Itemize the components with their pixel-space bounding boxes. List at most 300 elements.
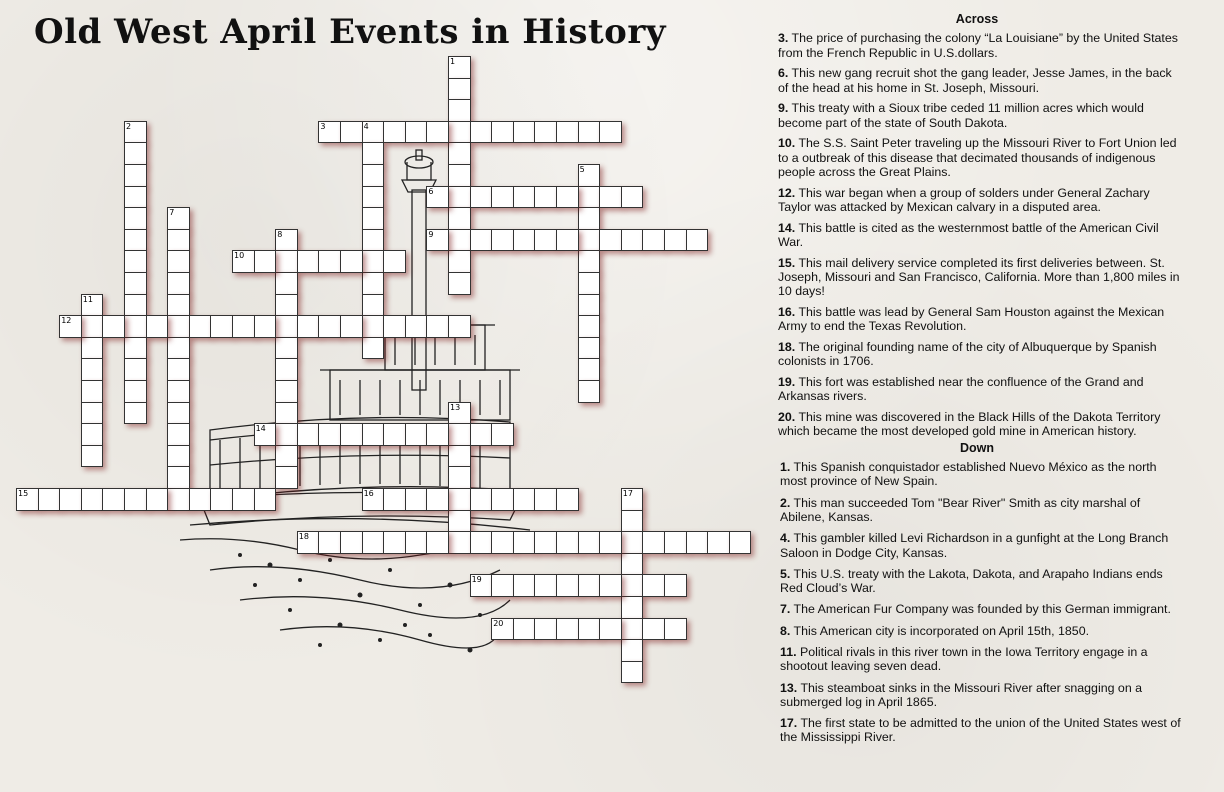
grid-cell[interactable] <box>729 531 752 554</box>
grid-cell[interactable] <box>124 186 147 209</box>
grid-cell[interactable] <box>167 272 190 295</box>
grid-cell[interactable] <box>621 229 644 252</box>
clue-item-number: 14. <box>778 220 796 235</box>
grid-cell[interactable] <box>534 121 557 144</box>
clue-item-number: 19. <box>778 374 796 389</box>
grid-cell[interactable] <box>189 315 212 338</box>
grid-cell[interactable] <box>362 250 385 273</box>
grid-cell[interactable] <box>340 250 363 273</box>
grid-cell[interactable] <box>232 250 255 273</box>
grid-cell[interactable] <box>448 99 471 122</box>
grid-cell[interactable] <box>318 531 341 554</box>
grid-cell[interactable] <box>167 402 190 425</box>
grid-cell[interactable] <box>362 142 385 165</box>
grid-cell[interactable] <box>81 315 104 338</box>
clue-item-number: 7. <box>780 602 791 617</box>
puzzle-title: Old West April Events in History <box>34 12 667 52</box>
clue-item-number: 17. <box>780 716 798 731</box>
grid-cell[interactable] <box>318 121 341 144</box>
clue-item-number: 15. <box>778 255 796 270</box>
grid-cell[interactable] <box>275 315 298 338</box>
clue-item-number: 3. <box>778 31 789 46</box>
grid-cell[interactable] <box>383 488 406 511</box>
clue-item-text: This war began when a group of solders under General Zachary Taylor was attacked by Mexican calvary in a disputed area. <box>778 185 1150 214</box>
grid-cell[interactable] <box>232 488 255 511</box>
grid-cell[interactable] <box>426 186 449 209</box>
grid-cell[interactable] <box>124 229 147 252</box>
grid-cell[interactable] <box>297 315 320 338</box>
grid-cell[interactable] <box>426 531 449 554</box>
grid-cell[interactable] <box>124 164 147 187</box>
clue-item <box>780 681 1182 710</box>
grid-cell[interactable] <box>448 531 471 554</box>
grid-cell[interactable] <box>491 186 514 209</box>
grid-cell[interactable] <box>254 315 277 338</box>
grid-cell[interactable] <box>362 121 385 144</box>
clue-item-text: This Spanish conquistador established Nuevo México as the north most province of New Spain. <box>780 460 1157 489</box>
grid-cell[interactable] <box>124 358 147 381</box>
clue-item-text: This new gang recruit shot the gang leader, Jesse James, in the back of the head at his home in St. Joseph, Missouri. <box>778 66 1172 95</box>
grid-cell[interactable] <box>405 121 428 144</box>
clue-item <box>780 602 1182 616</box>
grid-cell[interactable] <box>578 207 601 230</box>
clue-item-text: This gambler killed Levi Richardson in a gunfight at the Long Branch Saloon in Dodge City, Kansas. <box>780 531 1169 560</box>
grid-cell[interactable] <box>124 121 147 144</box>
grid-cell[interactable] <box>167 315 190 338</box>
grid-cell[interactable] <box>124 402 147 425</box>
clues-panel <box>772 12 1182 752</box>
grid-cell[interactable] <box>448 121 471 144</box>
grid-cell[interactable] <box>621 553 644 576</box>
clue-item-number: 1. <box>780 460 791 475</box>
clue-item-text: The American Fur Company was founded by this German immigrant. <box>790 602 1171 617</box>
grid-cell[interactable] <box>448 164 471 187</box>
grid-cell[interactable] <box>340 531 363 554</box>
grid-cell[interactable] <box>621 574 644 597</box>
grid-cell[interactable] <box>362 423 385 446</box>
grid-cell[interactable] <box>513 618 536 641</box>
grid-cell[interactable] <box>448 510 471 533</box>
grid-cell[interactable] <box>513 488 536 511</box>
clue-item-text: Political rivals in this river town in the Iowa Territory engage in a shootout leaving seven dead. <box>780 644 1148 674</box>
grid-cell[interactable] <box>578 574 601 597</box>
clue-number: 12 <box>61 316 72 326</box>
grid-cell[interactable] <box>405 423 428 446</box>
clue-number: 1 <box>450 57 456 66</box>
grid-cell[interactable] <box>491 423 514 446</box>
clue-item <box>778 305 1182 334</box>
grid-cell[interactable] <box>146 315 169 338</box>
grid-cell[interactable] <box>275 229 298 252</box>
grid-cell[interactable] <box>254 488 277 511</box>
grid-cell[interactable] <box>297 250 320 273</box>
grid-cell[interactable] <box>426 121 449 144</box>
clue-item-number: 11. <box>780 644 797 659</box>
clue-item-number: 12. <box>778 185 796 200</box>
grid-cell[interactable] <box>621 488 644 511</box>
grid-cell[interactable] <box>102 315 125 338</box>
grid-cell[interactable] <box>340 315 363 338</box>
grid-cell[interactable] <box>232 315 255 338</box>
clue-number: 14 <box>255 424 266 434</box>
grid-cell[interactable] <box>448 315 471 338</box>
grid-cell[interactable] <box>124 315 147 338</box>
grid-cell[interactable] <box>254 250 277 273</box>
grid-cell[interactable] <box>534 186 557 209</box>
grid-cell[interactable] <box>448 488 471 511</box>
clue-number: 3 <box>320 121 326 131</box>
grid-cell[interactable] <box>275 402 298 425</box>
grid-cell[interactable] <box>426 315 449 338</box>
grid-cell[interactable] <box>210 315 233 338</box>
clue-item-text: This man succeeded Tom "Bear River" Smith as city marshal of Abilene, Kansas. <box>780 495 1141 524</box>
grid-cell[interactable] <box>513 229 536 252</box>
clue-item-number: 13. <box>780 680 798 695</box>
grid-cell[interactable] <box>448 402 471 425</box>
grid-cell[interactable] <box>513 186 536 209</box>
grid-cell[interactable] <box>578 250 601 273</box>
grid-cell[interactable] <box>167 229 190 252</box>
grid-cell[interactable] <box>686 229 709 252</box>
grid-cell[interactable] <box>599 618 622 641</box>
grid-cell[interactable] <box>599 531 622 554</box>
grid-cell[interactable] <box>362 337 385 360</box>
grid-cell[interactable] <box>275 466 298 489</box>
clue-item <box>780 567 1182 596</box>
grid-cell[interactable] <box>664 229 687 252</box>
clue-item <box>778 31 1182 60</box>
clue-item-number: 6. <box>778 66 789 81</box>
grid-cell[interactable] <box>556 574 579 597</box>
grid-cell[interactable] <box>362 294 385 317</box>
clue-number: 9 <box>428 229 434 239</box>
grid-cell[interactable] <box>124 380 147 403</box>
grid-cell[interactable] <box>513 531 536 554</box>
grid-cell[interactable] <box>448 78 471 101</box>
grid-cell[interactable] <box>513 574 536 597</box>
across-clue-list <box>772 31 1182 438</box>
grid-cell[interactable] <box>664 574 687 597</box>
grid-cell[interactable] <box>621 639 644 662</box>
grid-cell[interactable] <box>534 488 557 511</box>
grid-cell[interactable] <box>362 315 385 338</box>
clue-item-number: 8. <box>780 623 791 638</box>
clue-number: 15 <box>18 489 29 498</box>
grid-cell[interactable] <box>448 186 471 209</box>
grid-cell[interactable] <box>405 531 428 554</box>
grid-cell[interactable] <box>556 531 579 554</box>
grid-cell[interactable] <box>599 186 622 209</box>
grid-cell[interactable] <box>470 531 493 554</box>
grid-cell[interactable] <box>578 164 601 187</box>
grid-cell[interactable] <box>81 337 104 360</box>
grid-cell[interactable] <box>578 358 601 381</box>
grid-cell[interactable] <box>81 294 104 317</box>
clue-item-number: 20. <box>778 409 796 424</box>
grid-cell[interactable] <box>534 229 557 252</box>
clue-item-text: This U.S. treaty with the Lakota, Dakota, and Arapaho Indians ends Red Cloud’s War. <box>780 566 1163 596</box>
clue-item <box>778 410 1182 439</box>
clue-item-text: This battle is cited as the westernmost battle of the American Civil War. <box>778 220 1159 249</box>
grid-cell[interactable] <box>59 488 82 511</box>
grid-cell[interactable] <box>621 618 644 641</box>
grid-cell[interactable] <box>167 466 190 489</box>
grid-cell[interactable] <box>275 337 298 360</box>
grid-cell[interactable] <box>318 250 341 273</box>
grid-cell[interactable] <box>448 272 471 295</box>
grid-cell[interactable] <box>318 423 341 446</box>
clue-item <box>780 624 1182 638</box>
grid-cell[interactable] <box>491 488 514 511</box>
grid-cell[interactable] <box>642 531 665 554</box>
clue-number: 5 <box>579 165 585 174</box>
clue-item <box>778 66 1182 95</box>
grid-cell[interactable] <box>664 531 687 554</box>
grid-cell[interactable] <box>470 423 493 446</box>
clue-item-text: The S.S. Saint Peter traveling up the Missouri River to Fort Union led to a outbreak of this disease that decimated thousands of indigenous people across the Great Plains. <box>778 136 1177 179</box>
grid-cell[interactable] <box>16 488 39 511</box>
grid-cell[interactable] <box>362 488 385 511</box>
grid-cell[interactable] <box>275 250 298 273</box>
grid-cell[interactable] <box>38 488 61 511</box>
down-clue-list <box>772 460 1182 745</box>
grid-cell[interactable] <box>124 488 147 511</box>
grid-cell[interactable] <box>621 531 644 554</box>
grid-cell[interactable] <box>556 229 579 252</box>
clue-number: 20 <box>493 618 504 628</box>
grid-cell[interactable] <box>297 423 320 446</box>
clue-item-text: This battle was lead by General Sam Houston against the Mexican Army to end the Texas Revolution. <box>778 304 1165 334</box>
grid-cell[interactable] <box>167 488 190 511</box>
grid-cell[interactable] <box>599 121 622 144</box>
clue-number: 6 <box>428 186 434 196</box>
grid-cell[interactable] <box>275 423 298 446</box>
grid-cell[interactable] <box>362 207 385 230</box>
clue-item <box>778 186 1182 215</box>
clue-item-number: 18. <box>778 339 796 354</box>
grid-cell[interactable] <box>556 618 579 641</box>
grid-cell[interactable] <box>448 423 471 446</box>
clue-item-text: The price of purchasing the colony “La Louisiane” by the United States from the French Republic in U.S.dollars. <box>778 31 1178 60</box>
grid-cell[interactable] <box>491 574 514 597</box>
clue-item <box>778 101 1182 130</box>
clue-item-number: 2. <box>780 495 791 510</box>
grid-cell[interactable] <box>470 186 493 209</box>
clue-item-text: This steamboat sinks in the Missouri River after snagging on a submerged log in April 1865. <box>780 680 1143 709</box>
grid-cell[interactable] <box>556 121 579 144</box>
grid-cell[interactable] <box>124 337 147 360</box>
grid-cell[interactable] <box>470 229 493 252</box>
grid-cell[interactable] <box>362 164 385 187</box>
clue-number: 19 <box>471 575 482 585</box>
clue-item-text: This mine was discovered in the Black Hills of the Dakota Territory which became the most developed gold mine in American history. <box>778 409 1161 439</box>
clue-item-text: The first state to be admitted to the union of the United States west of the Mississippi River. <box>780 716 1181 745</box>
grid-cell[interactable] <box>405 315 428 338</box>
clue-number: 7 <box>169 208 175 218</box>
grid-cell[interactable] <box>81 402 104 425</box>
grid-cell[interactable] <box>578 337 601 360</box>
grid-cell[interactable] <box>383 250 406 273</box>
grid-cell[interactable] <box>167 294 190 317</box>
grid-cell[interactable] <box>254 423 277 446</box>
across-heading: Across <box>955 12 999 26</box>
grid-cell[interactable] <box>81 380 104 403</box>
grid-cell[interactable] <box>686 531 709 554</box>
grid-cell[interactable] <box>167 423 190 446</box>
clue-item-number: 10. <box>778 136 796 151</box>
clue-item <box>780 645 1182 674</box>
clue-item-text: This treaty with a Sioux tribe ceded 11 million acres which would become part of the state of South Dakota. <box>778 101 1144 130</box>
grid-cell[interactable] <box>448 250 471 273</box>
grid-cell[interactable] <box>275 294 298 317</box>
grid-cell[interactable] <box>664 618 687 641</box>
clue-item <box>780 716 1182 745</box>
grid-cell[interactable] <box>340 423 363 446</box>
clue-item-text: This mail delivery service completed its first deliveries between. St. Joseph, Missouri and San Francisco, California. More than 1,800 miles in 10 days! <box>778 255 1180 299</box>
grid-cell[interactable] <box>81 423 104 446</box>
grid-cell[interactable] <box>275 358 298 381</box>
grid-cell[interactable] <box>448 207 471 230</box>
clue-item <box>778 256 1182 299</box>
down-heading: Down <box>959 440 995 455</box>
grid-cell[interactable] <box>578 229 601 252</box>
clue-number: 16 <box>363 489 374 498</box>
grid-cell[interactable] <box>167 207 190 230</box>
clue-item <box>778 221 1182 250</box>
grid-cell[interactable] <box>167 445 190 468</box>
clue-number: 8 <box>277 229 283 239</box>
grid-cell[interactable] <box>275 380 298 403</box>
grid-cell[interactable] <box>167 250 190 273</box>
clue-item-text: This American city is incorporated on April 15th, 1850. <box>790 623 1090 638</box>
clue-item <box>780 531 1182 560</box>
grid-cell[interactable] <box>534 574 557 597</box>
grid-cell[interactable] <box>578 618 601 641</box>
grid-cell[interactable] <box>210 488 233 511</box>
grid-cell[interactable] <box>448 142 471 165</box>
grid-cell[interactable] <box>621 596 644 619</box>
grid-cell[interactable] <box>578 315 601 338</box>
grid-cell[interactable] <box>318 315 341 338</box>
clue-item-number: 9. <box>778 101 789 116</box>
grid-cell[interactable] <box>426 229 449 252</box>
grid-cell[interactable] <box>578 272 601 295</box>
grid-cell[interactable] <box>340 121 363 144</box>
clue-number: 18 <box>298 532 309 542</box>
grid-cell[interactable] <box>448 445 471 468</box>
grid-cell[interactable] <box>383 531 406 554</box>
grid-cell[interactable] <box>513 121 536 144</box>
grid-cell[interactable] <box>81 358 104 381</box>
grid-cell[interactable] <box>578 380 601 403</box>
grid-cell[interactable] <box>707 531 730 554</box>
grid-cell[interactable] <box>448 229 471 252</box>
grid-cell[interactable] <box>621 661 644 684</box>
grid-cell[interactable] <box>642 574 665 597</box>
grid-cell[interactable] <box>426 488 449 511</box>
grid-cell[interactable] <box>491 121 514 144</box>
grid-cell[interactable] <box>578 121 601 144</box>
grid-cell[interactable] <box>578 294 601 317</box>
grid-cell[interactable] <box>124 207 147 230</box>
grid-cell[interactable] <box>362 186 385 209</box>
grid-cell[interactable] <box>491 229 514 252</box>
grid-cell[interactable] <box>578 531 601 554</box>
clue-number: 2 <box>126 121 132 131</box>
grid-cell[interactable] <box>124 272 147 295</box>
grid-cell[interactable] <box>362 531 385 554</box>
grid-cell[interactable] <box>426 423 449 446</box>
grid-cell[interactable] <box>124 250 147 273</box>
grid-cell[interactable] <box>81 445 104 468</box>
grid-cell[interactable] <box>599 574 622 597</box>
grid-cell[interactable] <box>362 272 385 295</box>
grid-cell[interactable] <box>470 488 493 511</box>
grid-cell[interactable] <box>642 229 665 252</box>
grid-cell[interactable] <box>146 488 169 511</box>
clue-number: 4 <box>363 121 369 131</box>
clue-item <box>778 136 1182 179</box>
grid-cell[interactable] <box>362 229 385 252</box>
clue-item-number: 4. <box>780 531 791 546</box>
grid-cell[interactable] <box>59 315 82 338</box>
clue-item-text: The original founding name of the city of Albuquerque by Spanish colonists in 1706. <box>778 339 1157 369</box>
clue-item <box>780 460 1182 489</box>
grid-cell[interactable] <box>167 337 190 360</box>
grid-cell[interactable] <box>297 531 320 554</box>
grid-cell[interactable] <box>642 618 665 641</box>
grid-cell[interactable] <box>534 531 557 554</box>
grid-cell[interactable] <box>167 380 190 403</box>
grid-cell[interactable] <box>621 186 644 209</box>
grid-cell[interactable] <box>189 488 212 511</box>
grid-cell[interactable] <box>102 488 125 511</box>
clue-number: 17 <box>622 489 633 498</box>
clue-item <box>780 496 1182 525</box>
grid-cell[interactable] <box>556 488 579 511</box>
grid-cell[interactable] <box>448 56 471 79</box>
grid-cell[interactable] <box>448 466 471 489</box>
grid-cell[interactable] <box>470 574 493 597</box>
grid-cell[interactable] <box>578 186 601 209</box>
grid-cell[interactable] <box>383 121 406 144</box>
clue-item <box>778 340 1182 369</box>
grid-cell[interactable] <box>383 423 406 446</box>
grid-cell[interactable] <box>167 358 190 381</box>
clue-number: 11 <box>82 294 93 304</box>
grid-cell[interactable] <box>491 531 514 554</box>
grid-cell[interactable] <box>599 229 622 252</box>
grid-cell[interactable] <box>556 186 579 209</box>
grid-cell[interactable] <box>383 315 406 338</box>
clue-item-number: 5. <box>780 566 791 581</box>
clue-item-number: 16. <box>778 304 796 319</box>
grid-cell[interactable] <box>470 121 493 144</box>
grid-cell[interactable] <box>124 142 147 165</box>
grid-cell[interactable] <box>275 272 298 295</box>
grid-cell[interactable] <box>405 488 428 511</box>
grid-cell[interactable] <box>124 294 147 317</box>
grid-cell[interactable] <box>621 510 644 533</box>
clue-item <box>778 375 1182 404</box>
clue-number: 13 <box>450 402 461 412</box>
grid-cell[interactable] <box>534 618 557 641</box>
clue-item-text: This fort was established near the confluence of the Grand and Arkansas rivers. <box>778 374 1144 404</box>
clue-number: 10 <box>234 251 245 261</box>
grid-cell[interactable] <box>81 488 104 511</box>
grid-cell[interactable] <box>491 618 514 641</box>
grid-cell[interactable] <box>275 445 298 468</box>
